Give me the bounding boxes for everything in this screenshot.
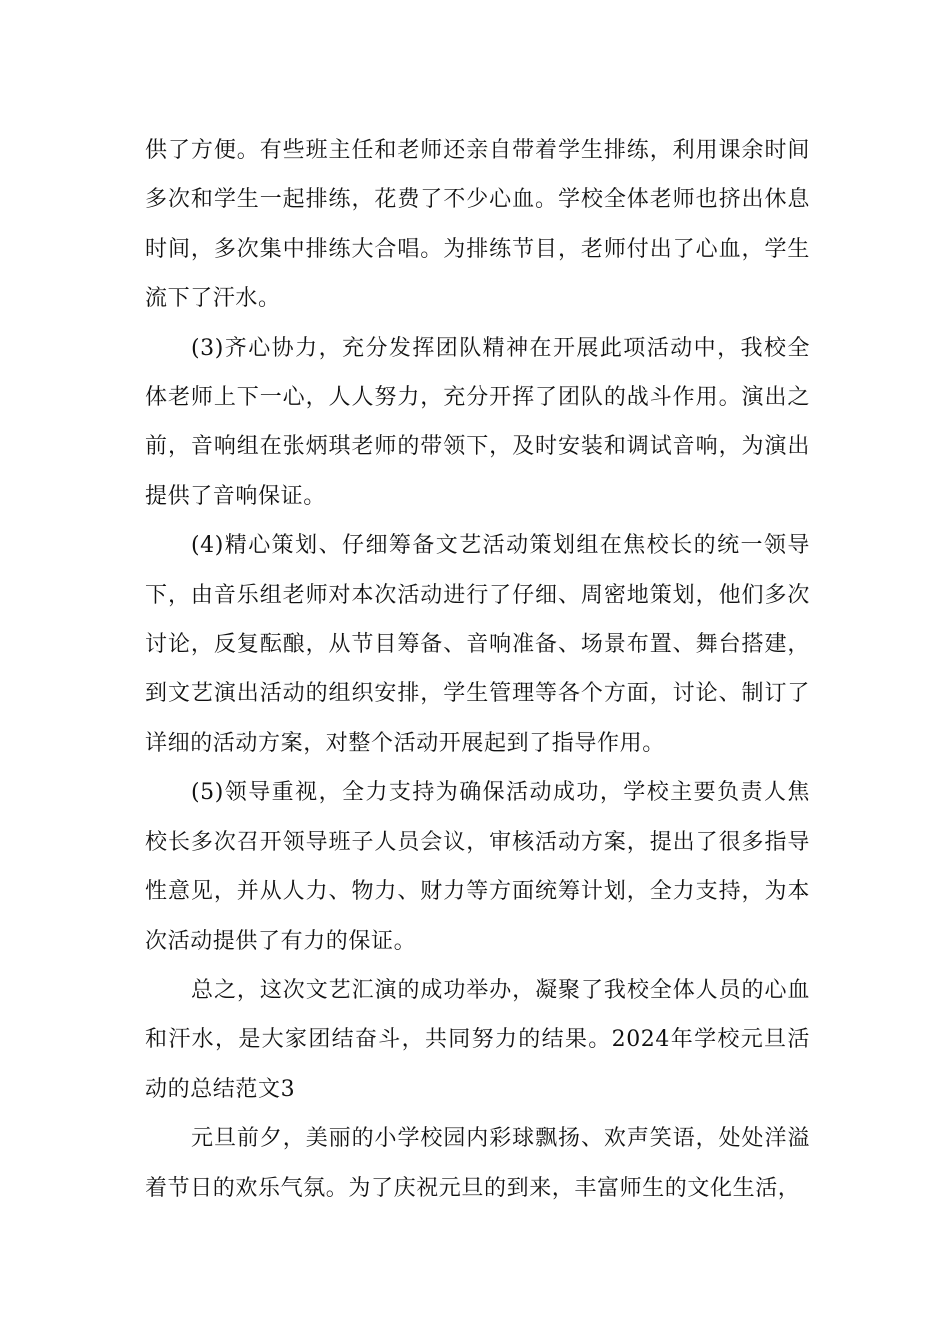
paragraph-2: (3)齐心协力，充分发挥团队精神在开展此项活动中，我校全体老师上下一心，人人努力，充分开挥了团队的战斗作用。演出之前，音响组在张炳琪老师的带领下，及时安装和调试音响，为演出提供了音响保证。: [145, 335, 810, 509]
paragraph-4: (5)领导重视，全力支持为确保活动成功，学校主要负责人焦校长多次召开领导班子人员会议，审核活动方案，提出了很多指导性意见，并从人力、物力、财力等方面统筹计划，全力支持，为本次活动提供了有力的保证。: [145, 780, 810, 954]
paragraph-5: 总之，这次文艺汇演的成功举办，凝聚了我校全体人员的心血和汗水，是大家团结奋斗，共同努力的结果。2024年学校元旦活动的总结范文3: [145, 977, 810, 1102]
document-body: [145, 126, 810, 1213]
paragraph-1: 供了方便。有些班主任和老师还亲自带着学生排练，利用课余时间多次和学生一起排练，花费了不少心血。学校全体老师也挤出休息时间，多次集中排练大合唱。为排练节目，老师付出了心血，学生流下了汗水。: [145, 138, 810, 312]
paragraph-6: 元旦前夕，美丽的小学校园内彩球飘扬、欢声笑语，处处洋溢着节日的欢乐气氛。为了庆祝元旦的到来，丰富师生的文化生活，: [145, 1126, 810, 1201]
paragraph-3: (4)精心策划、仔细筹备文艺活动策划组在焦校长的统一领导下，由音乐组老师对本次活动进行了仔细、周密地策划，他们多次讨论，反复酝酿，从节目筹备、音响准备、场景布置、舞台搭建，到文艺演出活动的组织安排，学生管理等各个方面，讨论、制订了详细的活动方案，对整个活动开展起到了指导作用。: [145, 533, 810, 756]
